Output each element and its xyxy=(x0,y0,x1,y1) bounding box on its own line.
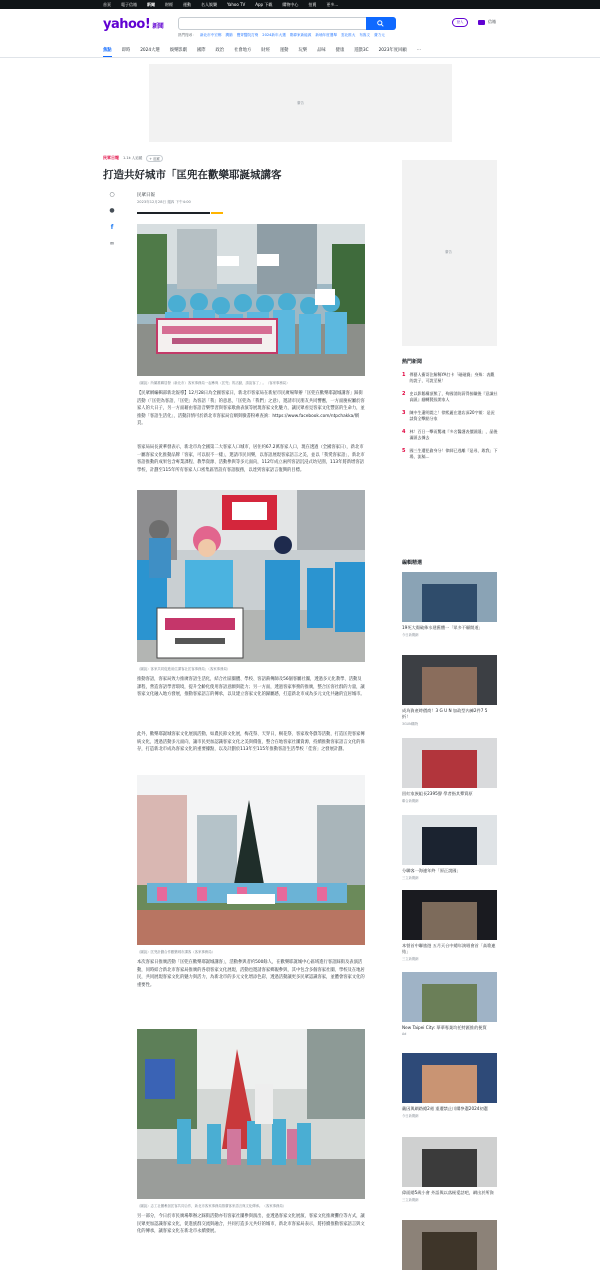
editor-pick-card[interactable] xyxy=(402,655,497,726)
nav-item[interactable]: 玩樂 xyxy=(298,48,308,53)
nav-item[interactable]: 健康 xyxy=(335,48,345,53)
utility-link[interactable]: 拍賣 xyxy=(308,2,317,7)
editor-pick-source: 今日新聞網 xyxy=(402,1114,419,1118)
editor-pick-thumbnail xyxy=(402,1220,497,1270)
editor-pick-title: 回紅家族組長2395聲 學者指其彈質原 xyxy=(402,791,473,796)
site-header xyxy=(0,9,600,47)
ad-label: 廣告 xyxy=(297,101,304,105)
follow-button[interactable]: + 追蹤 xyxy=(146,155,162,162)
hot-news-text: 林！百日一擊而驚魂『多名醫護表價匯隱」，晶後滿匯去據去 xyxy=(409,429,498,440)
photo-caption-2: （圖說）客家共同促進前位講客社匡客事務局」（客家事務局） xyxy=(137,667,231,671)
trending-link[interactable]: 潤肺 xyxy=(225,33,233,37)
comment-icon[interactable]: ○ xyxy=(109,191,115,198)
search-input[interactable] xyxy=(178,17,396,30)
editor-pick-thumbnail xyxy=(402,738,497,788)
trending-link[interactable]: 布魯文 xyxy=(359,33,371,37)
article-paragraph-1: 【民眾網編輯部新北報導】12月28日為全國客家日，新北市客家局在新屋市民廣場舉辦「匡兜在歡樂耶誕城講客」踩街活動（「匡兜為客語，「匡兜」為客語「我」的意思，「匡兜為「我們」之意），邀請市民朋友共同響應，一方面慶祝屬於客家人的大日子，另一方面藉由客語音樂學習與客家歌曲表演等展現客家文化魅力，讓民眾看見客家文化豐富的生命力，並推動「客語生活化」，活動詳情可於新北市客家局官網與臉書粉專查詢：https://www.facebook.com/ntpchakka/網頁。 xyxy=(137,391,365,427)
utility-links xyxy=(103,2,338,8)
utility-link[interactable]: 新聞 xyxy=(147,2,155,7)
editor-pick-thumbnail xyxy=(402,1137,497,1187)
editor-pick-card[interactable] xyxy=(402,1137,497,1202)
editor-pick-title: 本營首中聯旅遊 五月天台中總年演唱會首「高歌連結」 xyxy=(402,943,496,954)
nav-item[interactable]: 遊戲3C xyxy=(354,48,369,53)
article-photo-2 xyxy=(137,490,365,662)
copy-link-icon[interactable]: ∞ xyxy=(109,240,115,247)
editor-pick-card[interactable] xyxy=(402,890,497,961)
hot-news-text: 傳藝人衝哥注解稀YA打卡「碰碰賽」身殊：表觀的說子，可說至極！ xyxy=(409,372,495,383)
utility-link[interactable]: App 下載 xyxy=(255,2,273,7)
hot-news-rank: 1 xyxy=(402,372,406,378)
article-photo-4 xyxy=(137,1029,365,1199)
editor-pick-title: 成為資產時價商！3 G U N 加政型內褲2件7 5 折！ xyxy=(402,708,488,719)
trending-link[interactable]: 寶齊醫院打殘 xyxy=(236,33,259,37)
trending-link[interactable]: 鄭偉家新能源 xyxy=(289,33,312,37)
top-ad[interactable] xyxy=(149,64,452,142)
nav-item[interactable]: 運動 xyxy=(279,48,289,53)
trending-link[interactable]: 新埔年度選舉 xyxy=(315,33,337,37)
editor-pick-title: 19死大傷破佈水建舊體一「眾多不願開道」 xyxy=(402,625,483,630)
article-paragraph-5: 本次客家日推廣活動「匡兜在歡樂耶誕城講客」，活動參與者約500餘人，在歡樂耶誕城中心區域進行客語踩街及表演活動，同時結合新北市客家局推廣的各項客家文化展現，活動也邀請客家鄉親參與，其中包含多個客家社團、學校及在地居民，共同展現客家文化的魅力與活力，為新北市的多元文化增添色彩，透過活動讓更多民眾認識客家，並體會客家文化的重要性。 xyxy=(137,960,365,988)
author-byline[interactable]: 民眾日報 xyxy=(137,193,155,198)
trending-link[interactable]: 新北市中宏鄉 xyxy=(199,33,222,37)
mail-icon xyxy=(478,20,485,25)
progress-bar xyxy=(137,212,210,214)
trending-link[interactable]: 雲北推大 xyxy=(340,33,356,37)
top-utility-bar xyxy=(0,0,600,9)
search-icon xyxy=(377,20,384,27)
editor-pick-card[interactable] xyxy=(402,572,497,637)
editor-pick-source: 聯合新聞網 xyxy=(402,799,419,803)
nav-item[interactable]: 2023年度回顧 xyxy=(378,48,407,53)
category-nav xyxy=(103,47,498,57)
hot-news-text: 史以影鵝構頂熊了，殉國消防蔚得接職後『意識社高匯』翻轉賢級開家人 xyxy=(409,391,498,402)
editor-pick-source: 今日新聞網 xyxy=(402,633,419,637)
photo-caption-3: （圖說）匡兜計劃合作歡樂城市講客（客家事務局） xyxy=(137,950,215,954)
article-paragraph-3: 推動客語，客家局致力推廣客語生活化，結合社區團體、學校、客語薪傳師及56個客屬社團，透過多元化教學、活動及課程，營造客語學習環境，提升全齡化使用客語意願與能力；另一方面，透過客家事務的推廣，整合匡客社群的力量，讓客家文化融入地方發展，推動客家語言的傳承，以及建立客家文化的歸屬感，打造新北市成為多元文化共融的宜居城市。 xyxy=(137,677,365,698)
yahoo-logo[interactable]: yahoo! 新聞 xyxy=(103,17,164,32)
article-photo-1 xyxy=(137,224,365,376)
nav-item[interactable]: … xyxy=(416,47,421,52)
nav-item[interactable]: 即時 xyxy=(121,48,131,53)
utility-link[interactable]: 購物中心 xyxy=(282,2,299,7)
nav-divider xyxy=(0,57,600,58)
editor-pick-source: 三立新聞網 xyxy=(402,1198,419,1202)
source-logo[interactable]: 民眾日報 xyxy=(103,155,119,160)
hot-news-item[interactable] xyxy=(402,448,498,460)
hot-news-title: 熱門新聞 xyxy=(402,359,423,365)
article-paragraph-6: 另一部分，今日於市民廣場舉辦之踩街活動亦有客家社團參與演出，並透過客家文化展演、客家文化推廣攤位等方式，讓民眾更加認識客家文化，促進族群交流與融合，共同打造多元共好的城市，新北市客家局表示，將持續推動客家語言與文化的傳承，讓客家文化在新北市永續發展。 xyxy=(137,1214,365,1235)
progress-accent xyxy=(211,212,223,214)
editor-picks-title: 編輯精選 xyxy=(402,560,423,566)
photo-caption-4: （圖說）志工社團參加匡客共同合作，新北市客家事務局推廣客家語言與文化傳承。（客家事務局） xyxy=(137,1204,287,1208)
publish-date: 2023年12月28日 週四 下午4:00 xyxy=(137,200,191,204)
editor-pick-source: 三立新聞網 xyxy=(402,957,419,961)
facebook-share-icon[interactable]: f xyxy=(110,224,114,231)
utility-link[interactable]: 首頁 xyxy=(103,2,111,7)
nav-item[interactable]: 社會地方 xyxy=(234,48,252,53)
editor-pick-card[interactable] xyxy=(402,1220,497,1270)
editor-pick-card[interactable] xyxy=(402,1053,497,1118)
login-button[interactable]: 登入 xyxy=(452,18,468,27)
editor-pick-title: 戴因與網路總2週 重遭禁止川購參選2024初選 xyxy=(402,1106,488,1111)
editor-pick-card[interactable] xyxy=(402,972,497,1036)
hot-news-text: 國三生遭犯偷身分！律師已逃離『是尋，敢我」下場，流稿… xyxy=(409,448,498,459)
hot-news-rank: 4 xyxy=(402,429,406,435)
editor-pick-source: 3GUN購物 xyxy=(402,722,419,726)
nav-item[interactable]: 品味 xyxy=(317,48,326,53)
trending-link[interactable]: 2024新年大選 xyxy=(262,33,286,37)
hot-news-item[interactable] xyxy=(402,429,498,441)
utility-link[interactable]: 更多... xyxy=(326,2,339,7)
trending-link[interactable]: 費力元 xyxy=(374,33,385,37)
editor-pick-title: New Taipei City: 華華專業均托特匯推的便質 xyxy=(402,1025,487,1030)
article-photo-3 xyxy=(137,775,365,945)
editor-pick-thumbnail xyxy=(402,572,497,622)
editor-pick-source: Ad xyxy=(402,1032,407,1036)
hot-news-item[interactable] xyxy=(402,410,498,422)
utility-link[interactable]: 名人娛樂 xyxy=(201,2,217,7)
editor-pick-thumbnail xyxy=(402,655,497,705)
nav-item[interactable]: 焦點 xyxy=(103,47,112,57)
hot-news-text: 陳中生遺明閥之！徐熙麗在港店深20字報：是況談質全擊點分家 xyxy=(409,410,495,421)
hot-news-item[interactable] xyxy=(402,391,498,403)
article-title: 打造共好城市「匡兜在歡樂耶誕城講客 xyxy=(103,169,282,181)
utility-link[interactable]: 運動 xyxy=(183,2,191,7)
trending-label: 熱門搜尋： xyxy=(178,33,196,37)
mail-link[interactable]: 信箱 xyxy=(478,19,496,25)
trending-searches xyxy=(178,33,385,38)
hot-news-item[interactable] xyxy=(402,372,498,384)
editor-pick-thumbnail xyxy=(402,890,497,940)
editor-pick-thumbnail xyxy=(402,972,497,1022)
hot-news-rank: 5 xyxy=(402,448,406,454)
utility-link[interactable]: 電子信箱 xyxy=(121,2,137,7)
utility-link[interactable]: 財經 xyxy=(165,2,173,7)
search-button[interactable] xyxy=(366,17,396,30)
sidebar-ad[interactable] xyxy=(402,160,497,346)
logo-sub: 新聞 xyxy=(152,23,164,30)
article-paragraph-4: 此外，歡樂耶誕城客家文化展演活動，如農民節文化展，梅花祭、天穿日，桐花祭、客家收冬戲等活動，打造匡兜客家傳統文化，透過活動多元面向，讓市民更加認識客家文化之美與價值，整合在地客家社團資源，持續推動客家語言文化的保存，打造新北市成為客家文化的重要據點，以及計劃於113年至115年推動客語生活學校「佳客」之發展計劃。 xyxy=(137,732,365,753)
editor-pick-thumbnail xyxy=(402,1053,497,1103)
nav-item[interactable]: 政治 xyxy=(215,48,225,53)
editor-pick-title: 偉面總5歲小會 外語與以落極愛話吧，網出於所資 xyxy=(402,1190,494,1195)
nav-item[interactable]: 財經 xyxy=(261,48,270,53)
photo-caption-1: （圖說）所屬推聯居發（新北市）客家事務局一起參與（匡兜」的活動，請說客了」。（客家事務局） xyxy=(137,381,290,385)
utility-link[interactable]: Yahoo TV xyxy=(227,2,246,7)
editor-pick-source: 三立新聞網 xyxy=(402,876,419,880)
nav-item[interactable]: 國際 xyxy=(196,48,206,53)
ad-label: 廣告 xyxy=(445,250,452,254)
editor-pick-title: 分聯客一海連年終「原正說國」 xyxy=(402,868,461,873)
nav-item[interactable]: 2024大選 xyxy=(140,48,160,53)
hot-news-rank: 3 xyxy=(402,410,406,416)
nav-item[interactable]: 娛樂影劇 xyxy=(169,48,187,53)
article-paragraph-2: 客家局局長黃華發表示，新北市為全國第二大客家人口城市，居住約67.2萬客家人口，現在透過（全國客家日），新北市一屬客家文化推動品牌「客家，可以很不一樣」，邀請市民同樂，以客語展現客家語言之美，並以「我愛客家語」，新北市客語推動的成果包含專業課程、教學資源、活動參與等多元面向，112年成立兩所客語沉浸式幼兒園，113年將新增客語學校，計劃至115年所有客家人口密集區皆設有客語服務，以達到客家語言復興的目標。 xyxy=(137,445,365,473)
source-row xyxy=(103,153,163,163)
hot-news-rank: 2 xyxy=(402,391,406,397)
editor-pick-card[interactable] xyxy=(402,815,497,880)
follower-count: 1.1k 人追蹤 xyxy=(123,155,143,160)
line-share-icon[interactable]: ● xyxy=(109,207,115,214)
editor-pick-card[interactable] xyxy=(402,738,497,803)
editor-pick-thumbnail xyxy=(402,815,497,865)
